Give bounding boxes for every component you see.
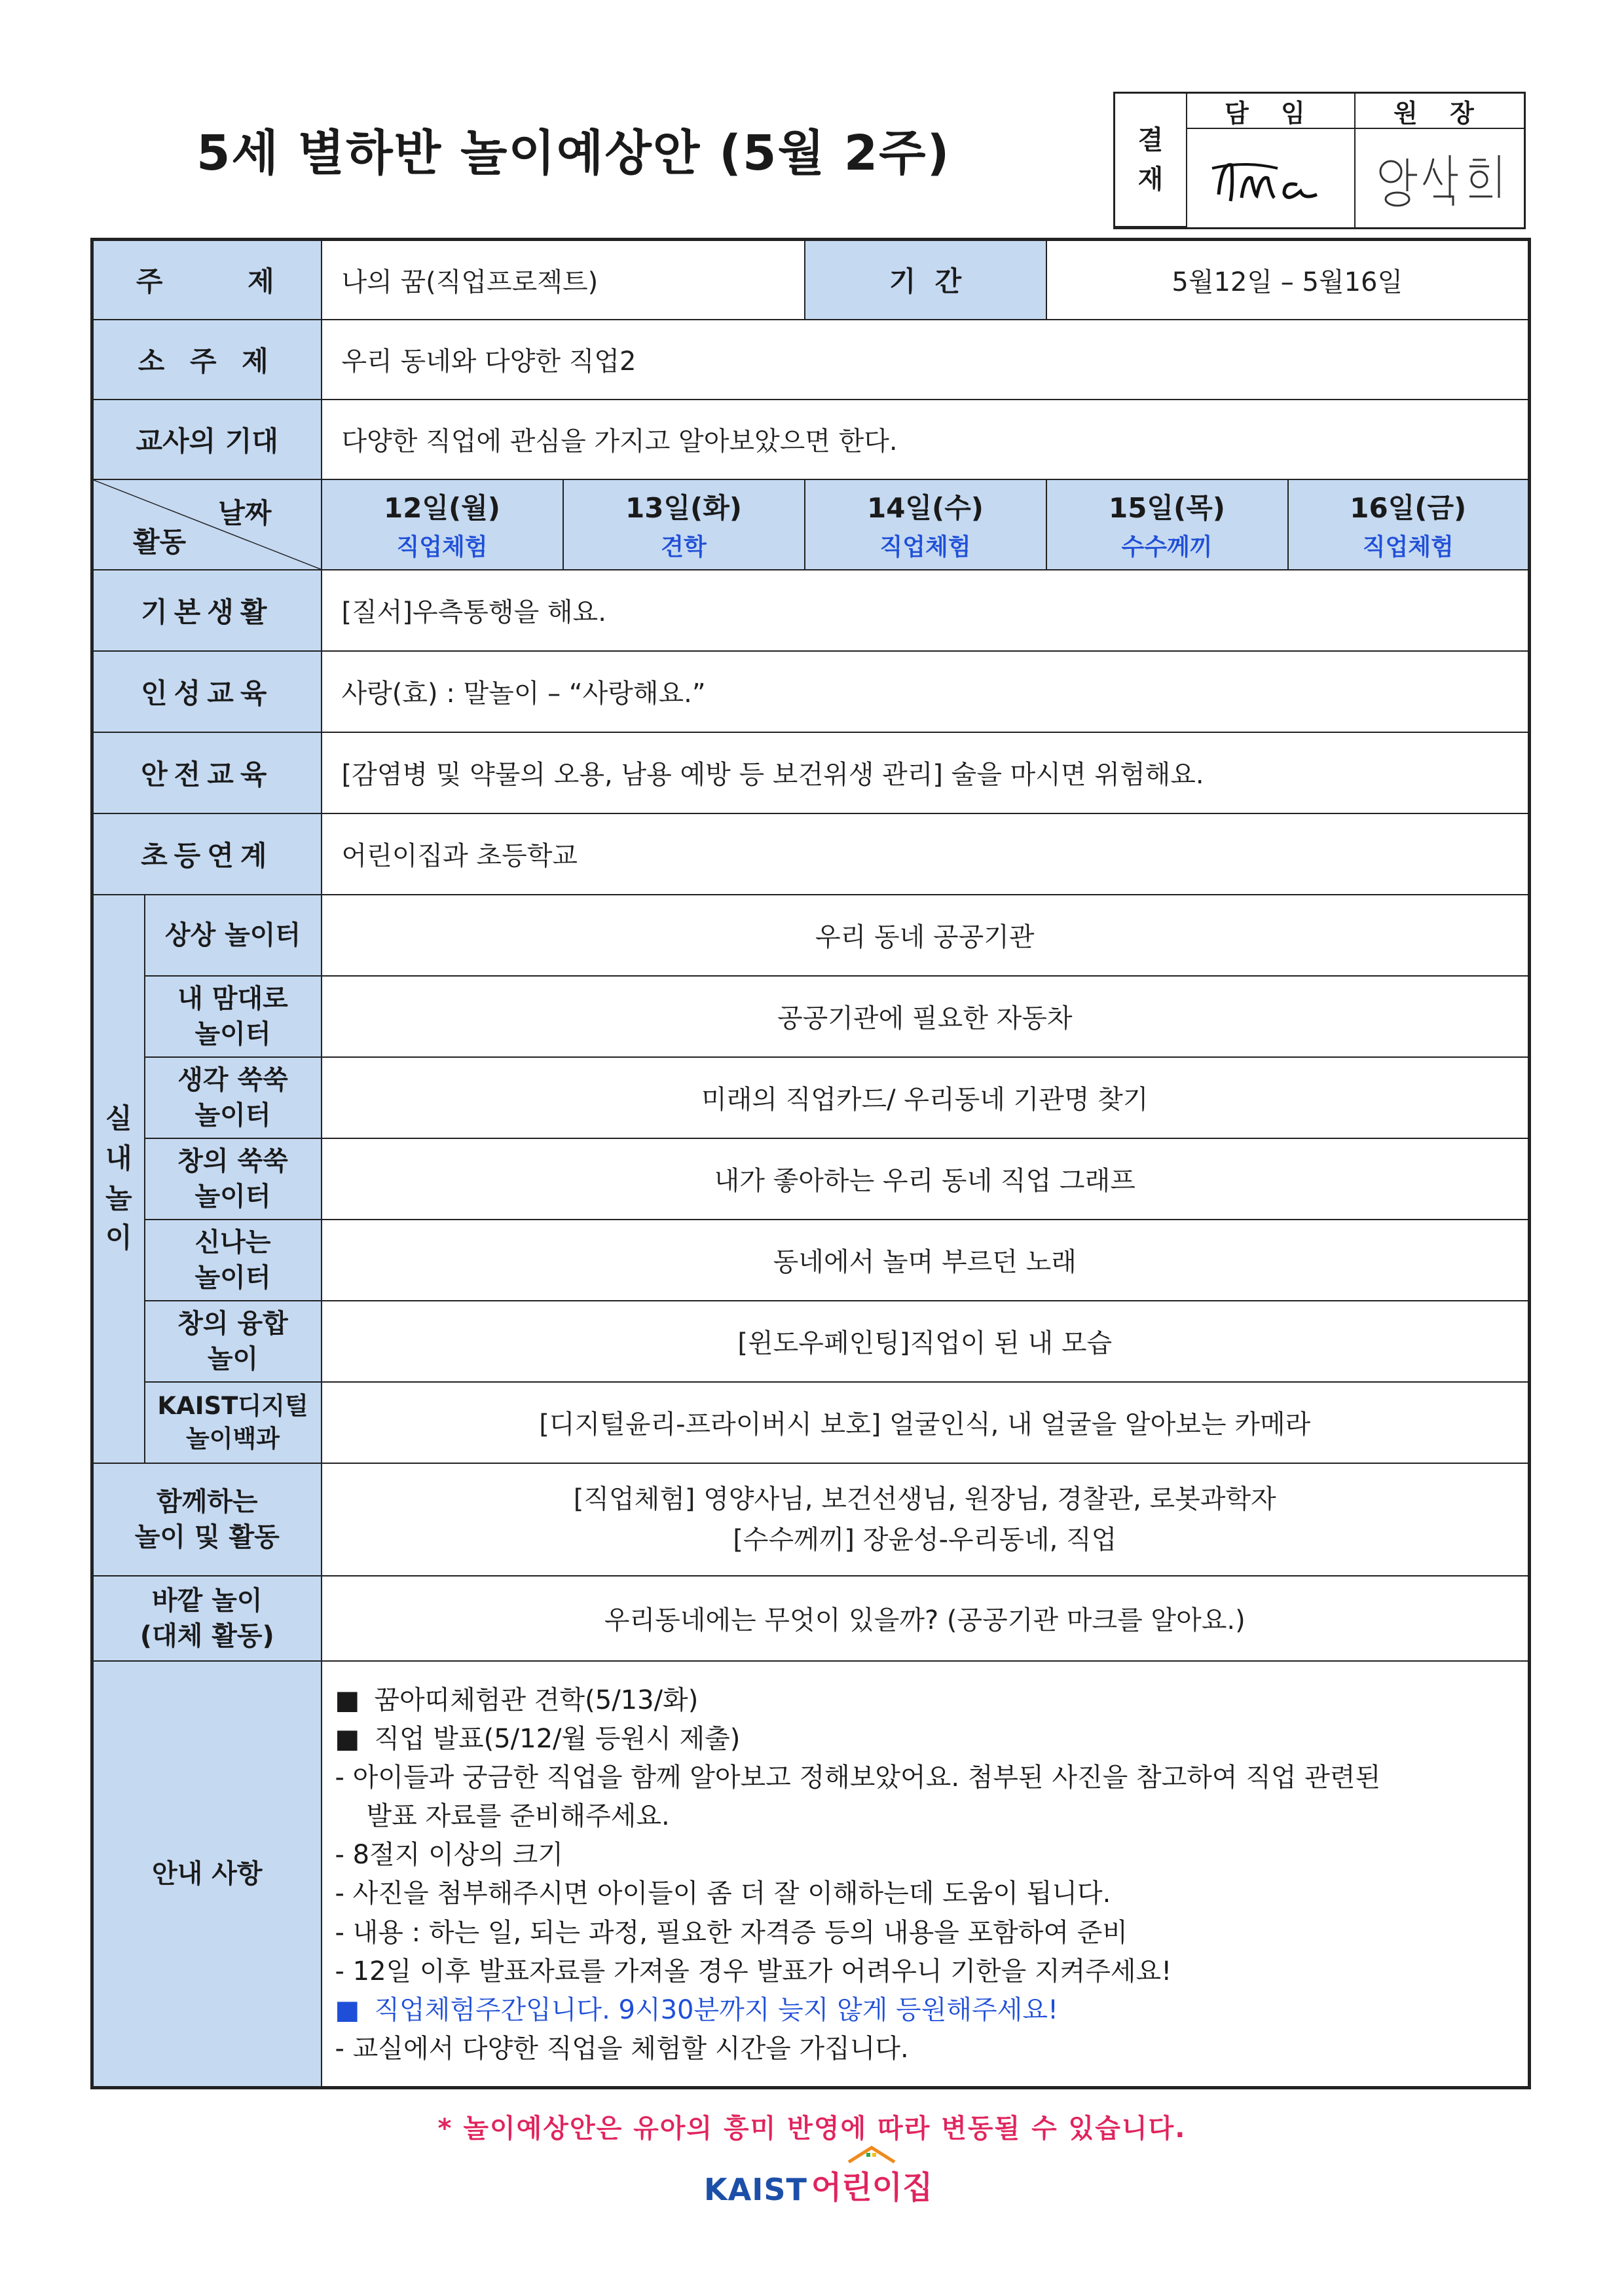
together-value	[322, 1463, 1530, 1576]
notice-line: - 사진을 첨부해주시면 아이들이 좀 더 잘 이해하는데 도움이 됩니다.	[335, 1878, 1111, 1909]
approval-col-teacher: 담 임	[1187, 94, 1356, 129]
day-date: 13일(화)	[625, 492, 742, 524]
page-title: 5세 별하반 놀이예상안 (5월 2주)	[196, 125, 951, 181]
label-line: 신나는	[194, 1227, 271, 1258]
schedule-row	[92, 479, 1530, 570]
day-tue	[563, 479, 805, 570]
notice-line: - 아이들과 궁금한 직업을 함께 알아보고 정해보았어요. 첨부된 사진을 참고하여 직업 관련된	[335, 1762, 1381, 1793]
notice-line: ■ 꿈아띠체험관 견학(5/13/화)	[335, 1681, 1515, 1720]
notice-line: 발표 자료를 준비해주세요.	[366, 1801, 670, 1832]
character-label: 인성교육	[92, 651, 322, 732]
label-line: 놀이터	[194, 1018, 271, 1049]
kaist-logo	[704, 2155, 932, 2207]
indoor-area-value: 동네에서 놀며 부르던 노래	[322, 1220, 1530, 1301]
label-line: KAIST디지털	[157, 1391, 308, 1420]
teacher-signature	[1187, 129, 1356, 227]
day-activity: 직업체험	[879, 534, 971, 561]
notice-line: - 8절지 이상의 크기	[335, 1840, 564, 1871]
label-line: 놀이	[207, 1343, 259, 1374]
together-line: [직업체험] 영양사님, 보건선생님, 원장님, 경찰관, 로봇과학자	[573, 1483, 1276, 1514]
label-line: 내 맘대로	[177, 983, 288, 1014]
notice-line: - 교실에서 다양한 직업을 체험할 시간을 가집니다.	[335, 2034, 909, 2064]
expectation-row	[92, 400, 1530, 479]
basic-life-value: [질서]우측통행을 해요.	[322, 570, 1530, 651]
director-signature-drawing	[1371, 145, 1509, 211]
day-date: 14일(수)	[867, 492, 984, 524]
notice-row	[92, 1661, 1530, 2088]
indoor-row	[92, 976, 1530, 1057]
label-line: 놀이터	[194, 1262, 271, 1293]
character-value: 사랑(효) : 말놀이 – “사랑해요.”	[322, 651, 1530, 732]
indoor-row	[92, 1382, 1530, 1463]
indoor-row	[92, 1138, 1530, 1220]
teacher-signature-drawing	[1206, 149, 1337, 208]
indoor-row	[92, 1057, 1530, 1138]
safety-value: [감염병 및 약물의 오용, 남용 예방 등 보건위생 관리] 술을 마시면 위험해요.	[322, 732, 1530, 813]
topic-value: 나의 꿈(직업프로젝트)	[322, 240, 805, 320]
approval-label-bottom: 재	[1137, 164, 1164, 195]
label-line: (대체 활동)	[139, 1620, 274, 1651]
notice-line: - 내용 : 하는 일, 되는 과정, 필요한 자격증 등의 내용을 포함하여 준비	[335, 1917, 1128, 1948]
basic-life-row	[92, 570, 1530, 651]
elementary-label: 초등연계	[92, 813, 322, 895]
indoor-area-value: [디지털윤리-프라이버시 보호] 얼굴인식, 내 얼굴을 알아보는 카메라	[322, 1382, 1530, 1463]
subtopic-row	[92, 320, 1530, 400]
basic-life-label: 기본생활	[92, 570, 322, 651]
day-mon	[322, 479, 563, 570]
indoor-play-label	[92, 895, 145, 1463]
outdoor-row	[92, 1576, 1530, 1661]
expectation-value: 다양한 직업에 관심을 가지고 알아보았으면 한다.	[322, 400, 1530, 479]
indoor-label-char: 내	[105, 1142, 132, 1174]
character-row	[92, 651, 1530, 732]
together-label	[92, 1463, 322, 1576]
notice-line: - 12일 이후 발표자료를 가져올 경우 발표가 어려우니 기한을 지켜주세요!	[335, 1956, 1172, 1987]
safety-label: 안전교육	[92, 732, 322, 813]
approval-label-top: 결	[1137, 125, 1164, 155]
indoor-row	[92, 1220, 1530, 1301]
diagonal-line	[94, 480, 321, 569]
indoor-label-char: 놀	[105, 1182, 132, 1214]
notice-label: 안내 사항	[92, 1661, 322, 2088]
day-activity: 견학	[661, 534, 707, 561]
elementary-row	[92, 813, 1530, 895]
period-label: 기 간	[805, 240, 1046, 320]
indoor-row	[92, 895, 1530, 976]
indoor-area-label: 상상 놀이터	[145, 895, 322, 976]
indoor-area-value: 미래의 직업카드/ 우리동네 기관명 찾기	[322, 1057, 1530, 1138]
label-line: 바깥 놀이	[152, 1585, 263, 1616]
expectation-label: 교사의 기대	[92, 400, 322, 479]
label-line: 놀이 및 활동	[134, 1521, 280, 1552]
day-wed	[805, 479, 1046, 570]
outdoor-label	[92, 1576, 322, 1661]
plan-table	[90, 238, 1531, 2089]
together-row	[92, 1463, 1530, 1576]
label-line: 놀이터	[194, 1181, 271, 1212]
indoor-area-label	[145, 1382, 322, 1463]
elementary-value: 어린이집과 초등학교	[322, 813, 1530, 895]
approval-label	[1115, 94, 1187, 227]
safety-row	[92, 732, 1530, 813]
indoor-area-label	[145, 1138, 322, 1220]
topic-row	[92, 240, 1530, 320]
day-activity: 직업체험	[396, 534, 488, 561]
footer-note: * 놀이예상안은 유아의 흥미 반영에 따라 변동될 수 있습니다.	[437, 2114, 1187, 2144]
label-line: 함께하는	[156, 1486, 258, 1517]
director-signature	[1356, 129, 1524, 227]
period-value: 5월12일 – 5월16일	[1046, 240, 1530, 320]
day-activity: 수수께끼	[1121, 534, 1213, 561]
topic-label: 주 제	[92, 240, 322, 320]
together-line: [수수께끼] 장윤성-우리동네, 직업	[733, 1524, 1117, 1555]
indoor-row	[92, 1301, 1530, 1382]
label-line: 창의 융합	[177, 1308, 288, 1339]
notice-line: ■ 직업 발표(5/12/월 등원시 제출)	[335, 1720, 1515, 1759]
activity-header-label: 활동	[133, 525, 187, 558]
indoor-area-value: 우리 동네 공공기관	[322, 895, 1530, 976]
date-header-label: 날짜	[218, 496, 272, 529]
notice-content	[322, 1661, 1530, 2088]
indoor-label-char: 이	[105, 1222, 132, 1254]
day-activity: 직업체험	[1362, 534, 1454, 561]
approval-box	[1113, 92, 1526, 229]
indoor-area-label	[145, 1220, 322, 1301]
outdoor-value: 우리동네에는 무엇이 있을까? (공공기관 마크를 알아요.)	[322, 1576, 1530, 1661]
notice-line-highlight: ■ 직업체험주간입니다. 9시30분까지 늦지 않게 등원해주세요!	[335, 1991, 1515, 2030]
day-date: 12일(월)	[384, 492, 500, 524]
day-date: 15일(목)	[1109, 492, 1225, 524]
house-roof-icon	[845, 2145, 898, 2165]
logo-name-text: 어린이집	[811, 2169, 933, 2206]
indoor-area-label	[145, 1301, 322, 1382]
indoor-area-label	[145, 976, 322, 1057]
subtopic-label: 소 주 제	[92, 320, 322, 400]
indoor-area-value: 공공기관에 필요한 자동차	[322, 976, 1530, 1057]
label-line: 놀이터	[194, 1100, 271, 1130]
day-fri	[1288, 479, 1530, 570]
date-activity-header	[92, 479, 322, 570]
indoor-area-value: [윈도우페인팅]직업이 된 내 모습	[322, 1301, 1530, 1382]
indoor-area-value: 내가 좋아하는 우리 동네 직업 그래프	[322, 1138, 1530, 1220]
logo-brand: KAIST	[704, 2172, 807, 2207]
label-line: 창의 쑥쑥	[177, 1146, 288, 1176]
indoor-area-label	[145, 1057, 322, 1138]
subtopic-value: 우리 동네와 다양한 직업2	[322, 320, 1530, 400]
logo-name	[811, 2162, 932, 2207]
approval-col-director: 원 장	[1356, 94, 1524, 129]
label-line: 생각 쑥쑥	[177, 1064, 288, 1095]
label-line: 놀이백과	[186, 1424, 280, 1453]
day-thu	[1046, 479, 1288, 570]
day-date: 16일(금)	[1350, 492, 1467, 524]
indoor-label-char: 실	[105, 1102, 132, 1134]
